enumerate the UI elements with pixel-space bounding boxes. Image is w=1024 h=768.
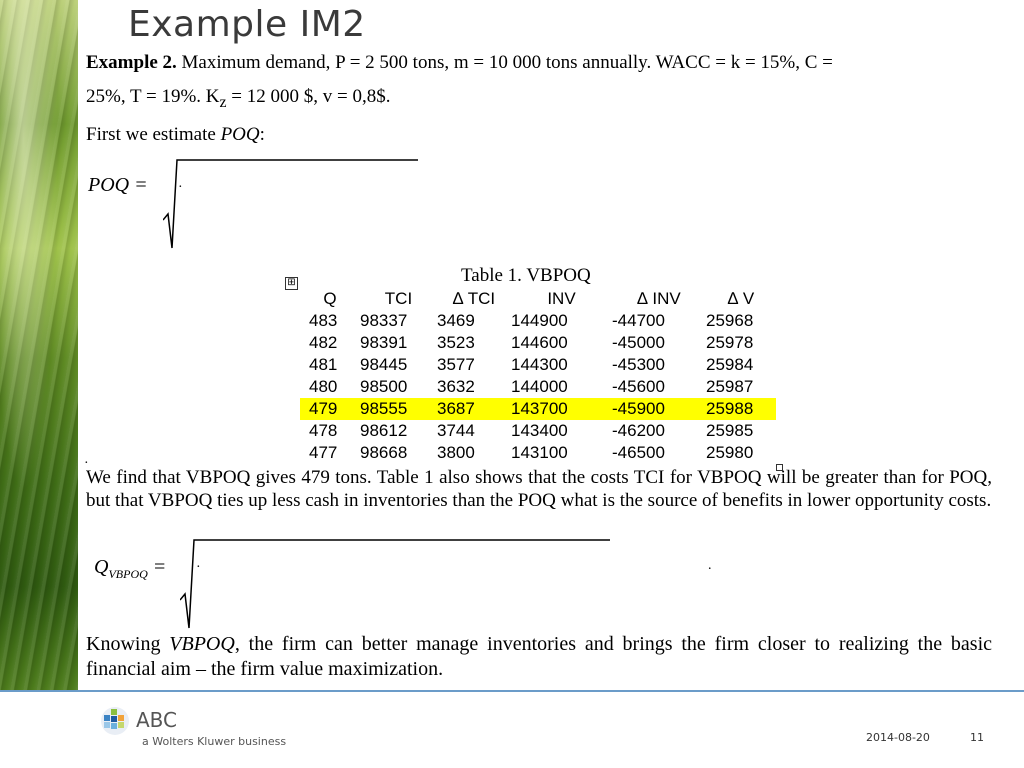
vbpoq-dot-left: · xyxy=(196,560,201,575)
poq-formula-label: POQ = xyxy=(88,174,148,196)
table-row xyxy=(300,332,776,354)
cell: 483 xyxy=(309,311,338,330)
cell: 143100 xyxy=(511,443,568,462)
cell: 25968 xyxy=(706,311,754,330)
footer-divider xyxy=(0,690,1024,692)
table-row xyxy=(300,420,776,442)
poq-dot: · xyxy=(178,180,183,195)
vbpoq-label-sub: VBPOQ xyxy=(108,567,148,581)
cell: 25978 xyxy=(706,333,754,352)
slide-title: Example IM2 xyxy=(128,4,366,45)
header-tci: TCI xyxy=(384,289,413,308)
example-line2-sub: z xyxy=(219,93,227,111)
table-row xyxy=(300,442,776,464)
table-header-row xyxy=(300,288,776,310)
cell: 98391 xyxy=(360,333,408,352)
cell: -44700 xyxy=(612,311,665,330)
abc-logo-icon xyxy=(100,706,130,736)
table-row xyxy=(300,354,776,376)
cell: 98668 xyxy=(360,443,408,462)
cell: 98555 xyxy=(360,398,437,420)
table-caption: Table 1. VBPOQ xyxy=(461,265,591,286)
cell: 25980 xyxy=(706,443,754,462)
cell: -45900 xyxy=(612,398,706,420)
cell: 143400 xyxy=(511,421,568,440)
cell: 3744 xyxy=(437,421,475,440)
example-lead: Example 2. xyxy=(86,52,177,73)
conclusion-text xyxy=(86,632,992,682)
header-delta-inv: ∆ INV xyxy=(637,289,681,308)
cell: -46200 xyxy=(612,421,665,440)
estimate-text-a: First we estimate xyxy=(86,124,221,145)
cell: -45300 xyxy=(612,355,665,374)
cell: 98445 xyxy=(360,355,408,374)
cell: 3469 xyxy=(437,311,475,330)
cell: -45000 xyxy=(612,333,665,352)
table-dot: · xyxy=(84,456,89,471)
cell: 144600 xyxy=(511,333,568,352)
conclusion-text-em: VBPOQ xyxy=(169,633,235,655)
cell: 3687 xyxy=(437,398,511,420)
table-row-highlighted xyxy=(300,398,776,420)
estimate-text-em: POQ xyxy=(220,124,260,145)
cell: 143700 xyxy=(511,398,612,420)
poq-radical xyxy=(163,158,418,250)
cell: 25987 xyxy=(706,377,754,396)
example-line1: Maximum demand, P = 2 500 tons, m = 10 000 tons annually. WACC = k = 15%, C = xyxy=(176,52,833,73)
vbpoq-label-eq: = xyxy=(147,556,167,578)
page-number: 11 xyxy=(970,731,984,744)
cell: 98500 xyxy=(360,377,408,396)
vbpoq-formula-label xyxy=(94,556,166,582)
cell: 3632 xyxy=(437,377,475,396)
cell: 482 xyxy=(309,333,338,352)
conclusion-text-a: Knowing xyxy=(86,633,170,655)
conclusion-text-b: , the firm can better manage inventories and brings the firm closer to realizing the basic financial aim – the firm value maximization. xyxy=(86,633,992,680)
grass-decoration xyxy=(0,0,78,690)
cell: 3577 xyxy=(437,355,475,374)
header-delta-v: ∆ V xyxy=(727,289,755,308)
cell: 478 xyxy=(309,421,338,440)
cell: 479 xyxy=(300,398,360,420)
cell: 480 xyxy=(309,377,338,396)
header-delta-tci: ∆ TCI xyxy=(452,289,496,308)
cell: 144900 xyxy=(511,311,568,330)
example-line2b: = 12 000 $, v = 0,8$. xyxy=(226,86,391,107)
table-row xyxy=(300,376,776,398)
cell: 144000 xyxy=(511,377,568,396)
cell: 25985 xyxy=(706,421,754,440)
header-q: Q xyxy=(323,289,337,308)
cell: 477 xyxy=(309,443,338,462)
cell: -46500 xyxy=(612,443,665,462)
cell: 98337 xyxy=(360,311,408,330)
vbpoq-dot-right: . xyxy=(708,558,712,573)
footer-date: 2014-08-20 xyxy=(866,731,930,744)
cell: 25988 xyxy=(706,398,776,420)
brand-tagline: a Wolters Kluwer business xyxy=(142,735,287,748)
example-statement xyxy=(86,46,992,120)
estimate-text xyxy=(86,118,265,152)
cell: 3800 xyxy=(437,443,475,462)
header-inv: INV xyxy=(547,289,576,308)
vbpoq-radical xyxy=(180,538,610,630)
cell: 98612 xyxy=(360,421,408,440)
cell: 144300 xyxy=(511,355,568,374)
cell: 25984 xyxy=(706,355,754,374)
table-row xyxy=(300,310,776,332)
estimate-text-b: : xyxy=(259,124,265,145)
table-expand-icon[interactable]: ⊞ xyxy=(285,277,298,290)
brand-name: ABC xyxy=(136,708,178,732)
cell: 481 xyxy=(309,355,338,374)
cell: 3523 xyxy=(437,333,475,352)
vbpoq-table xyxy=(300,288,776,464)
finding-text: We find that VBPOQ gives 479 tons. Table 1 also shows that the costs TCI for VBPOQ will be greater than for POQ, but that VBPOQ ties up less cash in inventories than the POQ what is the source of benefits in lower opportunity costs. xyxy=(86,467,992,511)
vbpoq-label-main: Q xyxy=(94,556,109,578)
example-line2a: 25%, T = 19%. K xyxy=(86,86,220,107)
cell: -45600 xyxy=(612,377,665,396)
